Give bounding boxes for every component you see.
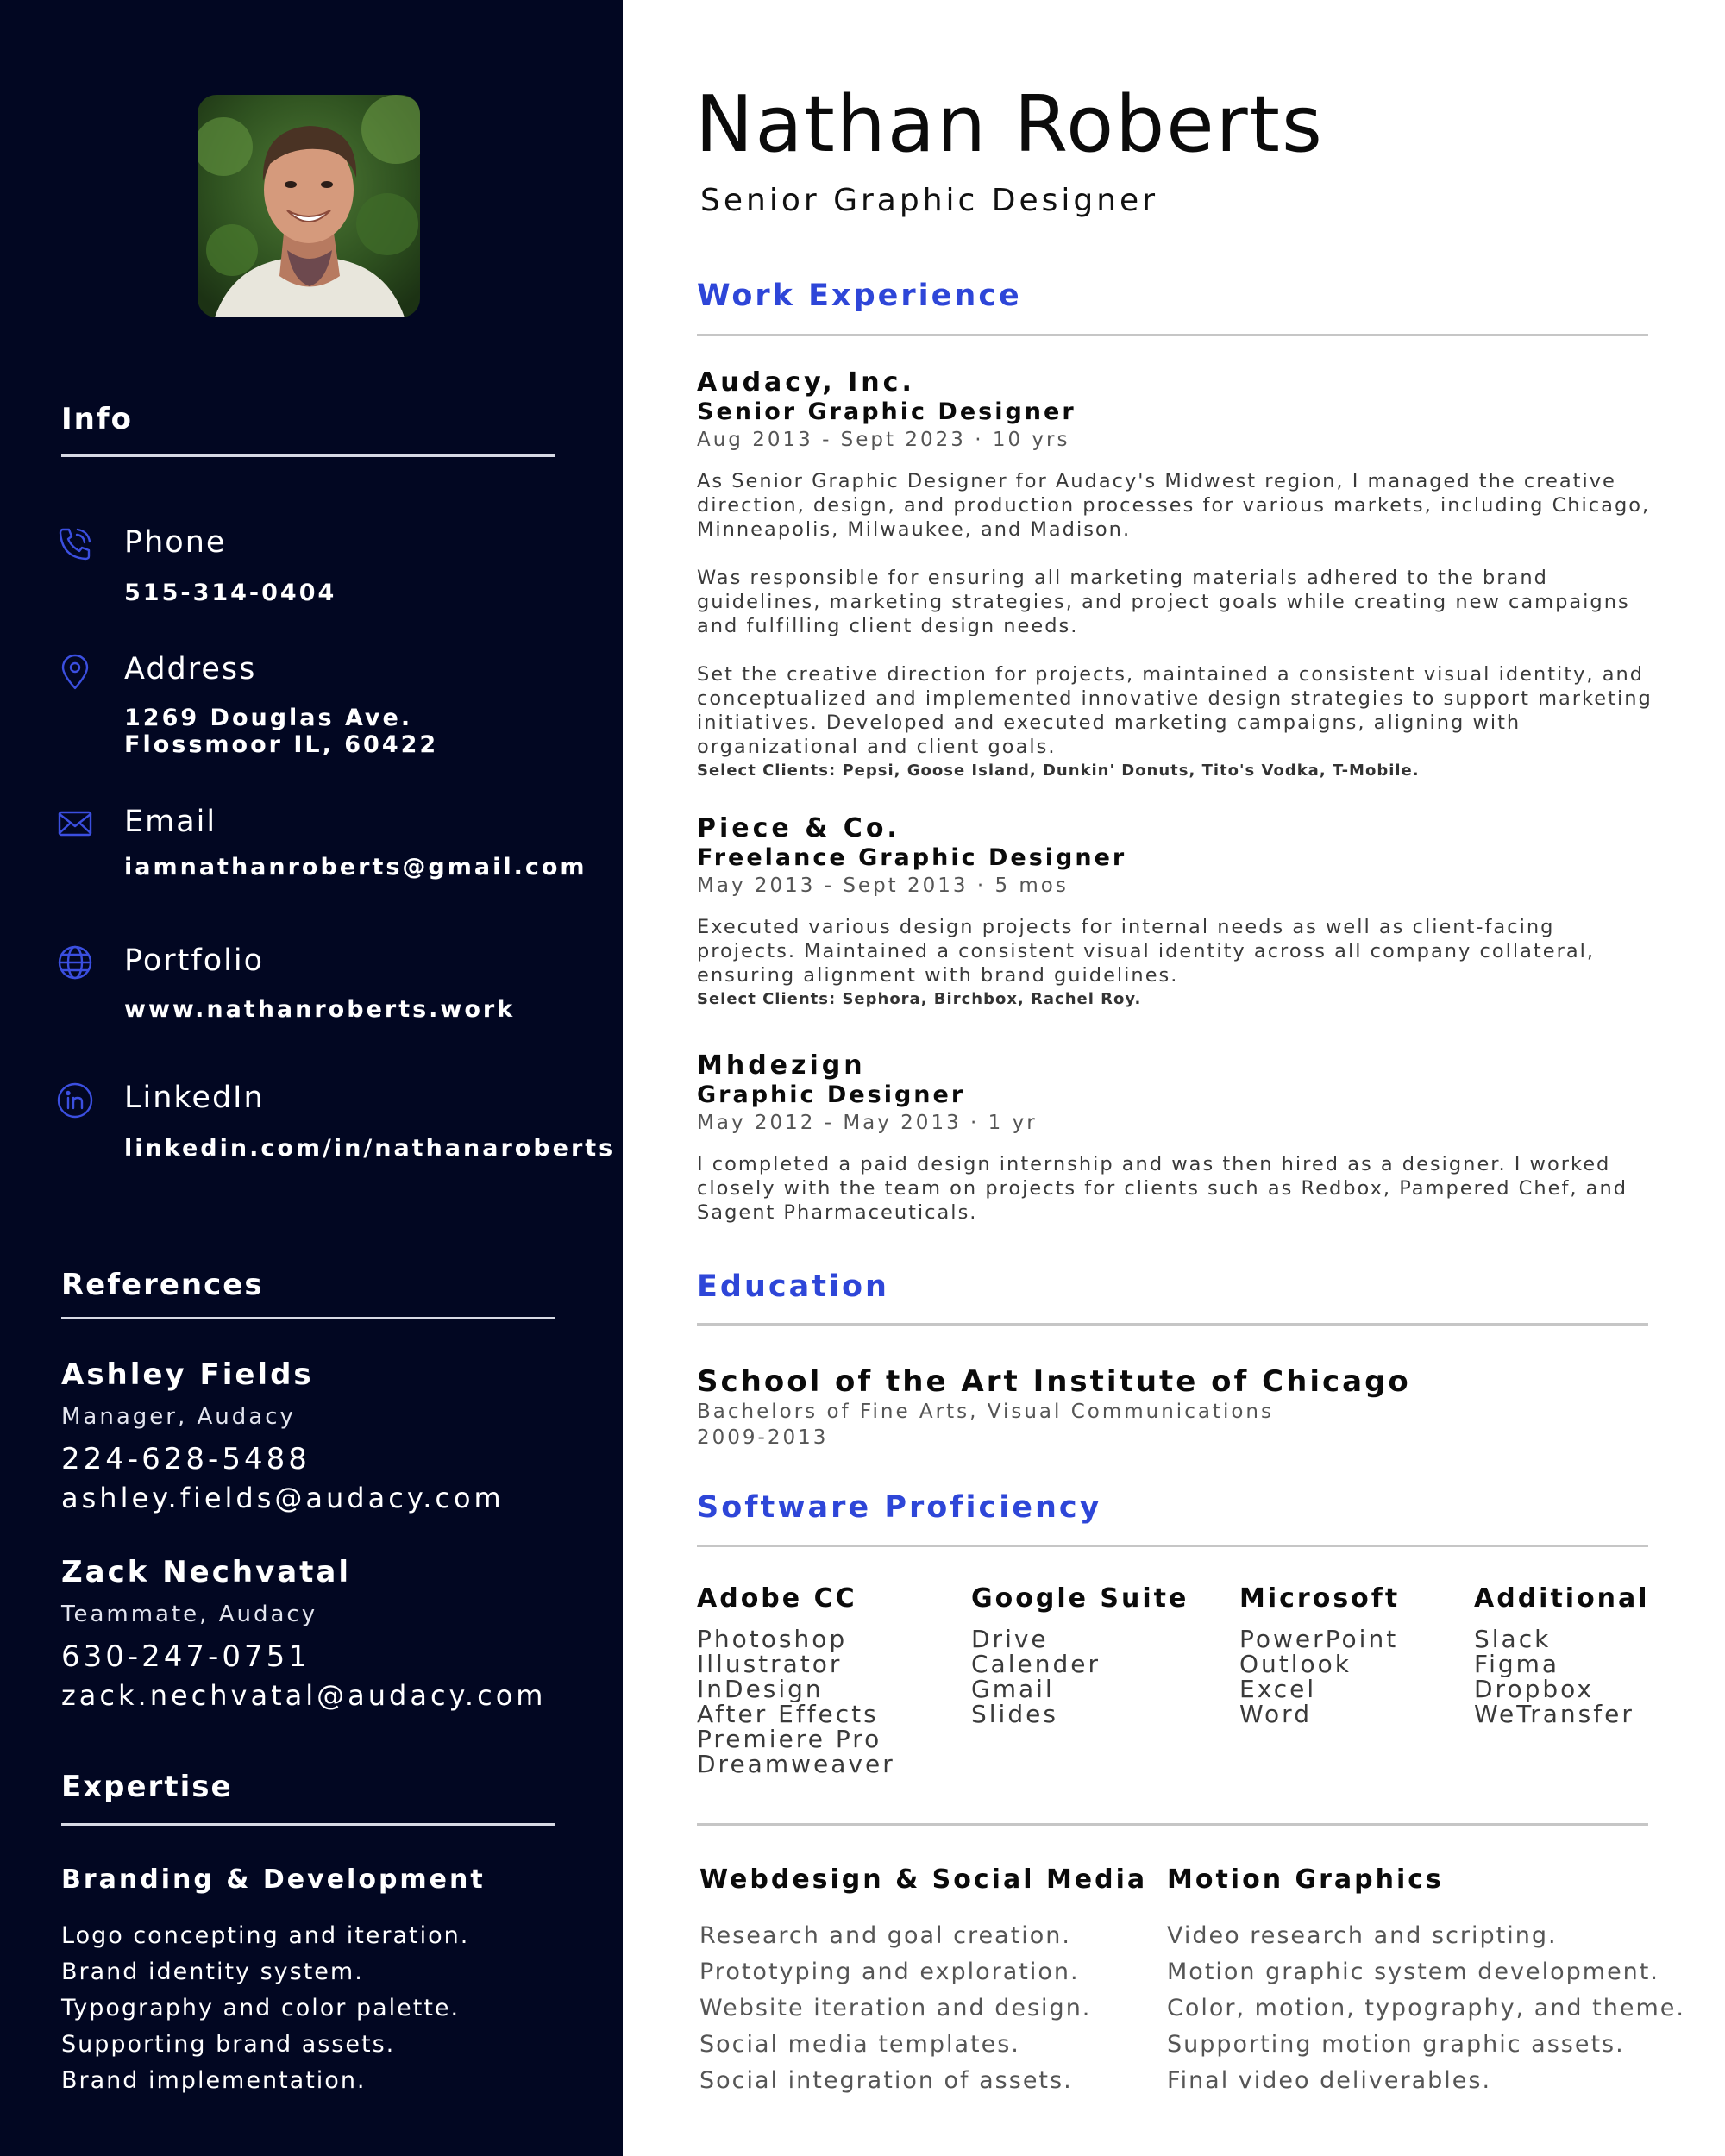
- candidate-title: Senior Graphic Designer: [700, 183, 1158, 218]
- job-clients: Select Clients: Pepsi, Goose Island, Dunkin' Donuts, Tito's Vodka, T-Mobile.: [697, 761, 1420, 780]
- work-experience-divider: [697, 334, 1648, 336]
- software-group: [971, 1583, 1189, 1727]
- sidebar: [0, 0, 623, 2156]
- job-role: Graphic Designer: [697, 1081, 966, 1108]
- list-item: Motion graphic system development.: [1167, 1959, 1659, 1985]
- list-item: Photoshop: [697, 1625, 848, 1653]
- education-degree: Bachelors of Fine Arts, Visual Communications: [697, 1401, 1274, 1423]
- list-item: InDesign: [697, 1675, 824, 1703]
- job-entry: [697, 367, 1654, 783]
- reference-email[interactable]: ashley.fields@audacy.com: [61, 1482, 505, 1514]
- list-item: Brand implementation.: [61, 2067, 367, 2094]
- job-dates: May 2012 - May 2013 · 1 yr: [697, 1112, 1038, 1134]
- profile-photo: [198, 95, 420, 317]
- list-item: Social integration of assets.: [699, 2067, 1073, 2094]
- expertise-area-title: Motion Graphics: [1167, 1865, 1444, 1895]
- linkedin-label: LinkedIn: [124, 1081, 265, 1115]
- list-item: Research and goal creation.: [699, 1922, 1071, 1949]
- education-years: 2009-2013: [697, 1426, 829, 1449]
- list-item: Final video deliverables.: [1167, 2067, 1492, 2094]
- reference-phone[interactable]: 224-628-5488: [61, 1442, 310, 1476]
- software-list: [697, 1626, 895, 1777]
- education-school: School of the Art Institute of Chicago: [697, 1364, 1411, 1399]
- list-item: Calender: [971, 1650, 1101, 1678]
- phone-label: Phone: [124, 525, 227, 560]
- software-list: [971, 1626, 1189, 1727]
- list-item: Drive: [971, 1625, 1049, 1653]
- reference-role: Teammate, Audacy: [61, 1601, 318, 1627]
- phone-icon: [55, 524, 95, 564]
- software-list: [1474, 1626, 1650, 1727]
- job-dates: May 2013 - Sept 2013 · 5 mos: [697, 874, 1069, 897]
- job-role: Freelance Graphic Designer: [697, 844, 1127, 871]
- list-item: Website iteration and design.: [699, 1995, 1092, 2021]
- education-divider: [697, 1323, 1648, 1326]
- software-group-title: Additional: [1474, 1583, 1650, 1614]
- job-company: Audacy, Inc.: [697, 367, 915, 398]
- list-item: Social media templates.: [699, 2031, 1020, 2058]
- job-description: I completed a paid design internship and was then hired as a designer. I worked closely with the team on projects for clients such as Redbox, Pampered Chef, and Sagent Pharmaceuticals.: [697, 1153, 1628, 1224]
- software-group-title: Adobe CC: [697, 1583, 857, 1614]
- info-divider: [61, 454, 555, 457]
- list-item: WeTransfer: [1474, 1700, 1634, 1728]
- job-entry: [697, 1050, 1654, 1225]
- expertise-area-title: Branding & Development: [61, 1865, 486, 1895]
- list-item: Supporting brand assets.: [61, 2031, 396, 2058]
- address-label: Address: [124, 652, 257, 686]
- linkedin-link[interactable]: linkedin.com/in/nathanaroberts: [124, 1135, 616, 1162]
- linkedin-icon: [55, 1081, 95, 1120]
- address-line1: 1269 Douglas Ave.: [124, 705, 413, 731]
- software-group: [697, 1583, 895, 1777]
- reference-phone[interactable]: 630-247-0751: [61, 1639, 310, 1674]
- list-item: PowerPoint: [1239, 1625, 1399, 1653]
- expertise-heading: Expertise: [61, 1770, 233, 1804]
- portfolio-link[interactable]: www.nathanroberts.work: [124, 996, 516, 1023]
- list-item: Outlook: [1239, 1650, 1352, 1678]
- email-label: Email: [124, 805, 217, 839]
- expertise-main-divider: [697, 1823, 1648, 1826]
- list-item: Supporting motion graphic assets.: [1167, 2031, 1625, 2058]
- list-item: Dreamweaver: [697, 1750, 895, 1778]
- software-list: [1239, 1626, 1400, 1727]
- envelope-icon: [55, 804, 95, 843]
- expertise-area: [699, 1865, 1147, 2099]
- software-heading: Software Proficiency: [697, 1490, 1102, 1525]
- list-item: Premiere Pro: [697, 1725, 882, 1753]
- list-item: Color, motion, typography, and theme.: [1167, 1995, 1685, 2021]
- list-item: Logo concepting and iteration.: [61, 1922, 470, 1949]
- reference-role: Manager, Audacy: [61, 1404, 296, 1430]
- list-item: Prototyping and exploration.: [699, 1959, 1080, 1985]
- expertise-area: [1167, 1865, 1685, 2099]
- software-group-title: Google Suite: [971, 1583, 1189, 1614]
- software-group: [1474, 1583, 1650, 1727]
- software-divider: [697, 1545, 1648, 1547]
- job-company: Mhdezign: [697, 1050, 866, 1081]
- job-description: Was responsible for ensuring all marketing materials adhered to the brand guidelines, marketing strategies, and project goals while creating new campaigns and fulfilling client design needs.: [697, 567, 1630, 637]
- job-description: As Senior Graphic Designer for Audacy's Midwest region, I managed the creative direction, design, and production processes for various markets, including Chicago, Minneapolis, Milwaukee, and Madison.: [697, 470, 1651, 541]
- software-group-title: Microsoft: [1239, 1583, 1401, 1614]
- work-experience-heading: Work Experience: [697, 279, 1022, 313]
- job-description: Set the creative direction for projects, maintained a consistent visual identity, and conceptualized and implemented innovative design strategies to support marketing initiatives. Developed and executed marketing campaigns, aligning with organizational and client goals.: [697, 663, 1653, 758]
- list-item: Typography and color palette.: [61, 1995, 461, 2021]
- job-dates: Aug 2013 - Sept 2023 · 10 yrs: [697, 429, 1070, 451]
- list-item: Gmail: [971, 1675, 1055, 1703]
- address-line2: Flossmoor IL, 60422: [124, 731, 439, 758]
- references-divider: [61, 1317, 555, 1319]
- expertise-area-list: [699, 1918, 1147, 2099]
- software-group: [1239, 1583, 1400, 1727]
- portfolio-label: Portfolio: [124, 943, 264, 978]
- list-item: Brand identity system.: [61, 1959, 364, 1985]
- list-item: Slides: [971, 1700, 1058, 1728]
- list-item: Illustrator: [697, 1650, 843, 1678]
- reference-name: Zack Nechvatal: [61, 1555, 352, 1589]
- list-item: Word: [1239, 1700, 1312, 1728]
- reference-name: Ashley Fields: [61, 1357, 314, 1392]
- references-heading: References: [61, 1268, 264, 1302]
- phone-value[interactable]: 515-314-0404: [124, 580, 337, 606]
- expertise-area-title: Webdesign & Social Media: [699, 1865, 1148, 1895]
- reference-email[interactable]: zack.nechvatal@audacy.com: [61, 1679, 547, 1712]
- education-heading: Education: [697, 1269, 889, 1304]
- list-item: Slack: [1474, 1625, 1552, 1653]
- list-item: After Effects: [697, 1700, 879, 1728]
- expertise-divider: [61, 1823, 555, 1826]
- list-item: Dropbox: [1474, 1675, 1594, 1703]
- list-item: Figma: [1474, 1650, 1560, 1678]
- list-item: Excel: [1239, 1675, 1317, 1703]
- info-heading: Info: [61, 402, 134, 436]
- job-company: Piece & Co.: [697, 813, 900, 843]
- email-value[interactable]: iamnathanroberts@gmail.com: [124, 854, 587, 881]
- job-description: Executed various design projects for internal needs as well as client-facing projects. Maintained a consistent visual identity across all company collateral, ensuring alignment with brand guidelines.: [697, 916, 1596, 987]
- job-clients: Select Clients: Sephora, Birchbox, Rachel Roy.: [697, 990, 1142, 1008]
- expertise-area-list: [61, 1918, 469, 2099]
- location-pin-icon: [55, 652, 95, 692]
- job-entry: [697, 813, 1654, 1012]
- list-item: Video research and scripting.: [1167, 1922, 1558, 1949]
- globe-icon: [55, 943, 95, 982]
- candidate-name: Nathan Roberts: [695, 79, 1324, 170]
- expertise-area-list: [1167, 1918, 1685, 2099]
- job-role: Senior Graphic Designer: [697, 398, 1076, 425]
